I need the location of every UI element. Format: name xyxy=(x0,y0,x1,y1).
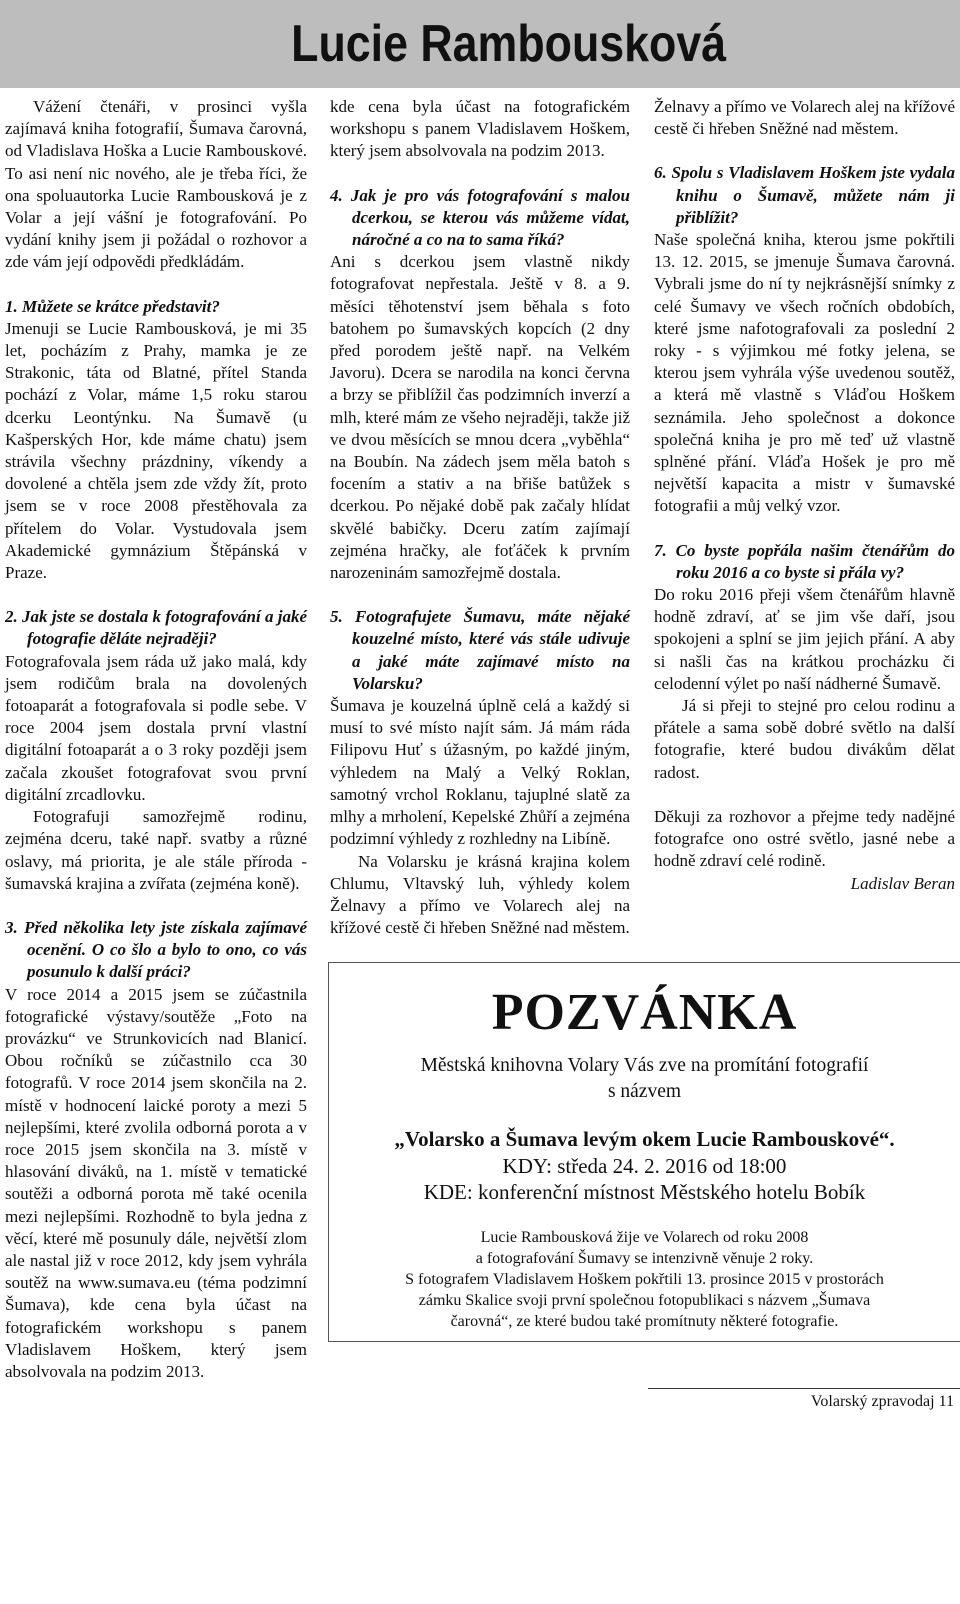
invitation-desc-line-3: S fotografem Vladislavem Hoškem pokřtili 13. prosince 2015 v prostorách xyxy=(405,1271,884,1288)
invitation-desc-line-2: a fotografování Šumavy se intenzivně věnuje 2 roky. xyxy=(475,1250,814,1267)
column-2 xyxy=(330,96,630,938)
answer-7a: Do roku 2016 přeji všem čtenářům hlavně hodně zdraví, ať se jim vše daří, jsou spokojeni a splní se jim jejich přání. A aby si našli čas na krátkou procházku či celodenní výlet po naší nádherné Šumavě. xyxy=(654,585,955,693)
answer-2a: Fotografovala jsem ráda už jako malá, kdy jsem rodičům brala na dovolených fotoaparát a fotografovala si podle sebe. V roce 2004 jsem dostala první vlastní digitální fotoaparát a o 3 roky později jsem začala zkoušet fotografovat svou první digitální zrcadlovku. xyxy=(5,651,307,804)
invitation-title: „Volarsko a Šumava levým okem Lucie Rambouskové“. xyxy=(394,1127,895,1151)
thanks-paragraph: Děkuji za rozhovor a přejme tedy nadějné fotografce ono ostré světlo, jasné nebe a hodně zdraví celé rodině. xyxy=(654,806,955,871)
author-signature: Ladislav Beran xyxy=(850,873,955,893)
footer-rule xyxy=(648,1388,960,1389)
question-5: 5. Fotografujete Šumavu, máte nějaké kouzelné místo, které vás stále udivuje a jaké máte zajímavé místo na Volarsku? xyxy=(330,607,630,693)
answer-6: Naše společná kniha, kterou jsme pokřtili 13. 12. 2015, se jmenuje Šumava čarovná. Vybrali jsme do ní ty nejkrásnější snímky z celé Šumavy ve všech ročních obdobích, které jsme nafotografovali za poslední 2 roky - s výjimkou mé fotky jelena, se kterou jsem vyhrála výše uvedenou soutěž, a která mě vlastně s Vláďou Hoškem seznámila. Jeho společnost a dokonce společná kniha je pro mě teď už vlastně splněné přání. Vláďa Hošek je pro mě největší kapacita a mistr v šumavské fotografii a můj velký vzor. xyxy=(654,230,955,516)
answer-3: V roce 2014 a 2015 jsem se zúčastnila fotografické výstavy/soutěže „Foto na provázku“ ve Strunkovicích nad Blanicí. Obou ročníků se zúčastnilo cca 30 fotografů. V roce 2014 jsem skončila na 2. místě v hodnocení laické poroty a mezi 5 nejlepšími, které zvolila odborná porota a v roce 2015 jsem skončila na 3. místě v hlasování diváků, na 1. místě v tematické soutěži a odborná porota mě také ocenila mezi nejlepšími. Rozhodně to byla jedna z věcí, které mě posunuly dále, největší zlom ale nastal již v roce 2012, kdy jsem vyhrála soutěž na www.sumava.eu (téma podzimní Šumava), kde cena byla účast na fotografickém workshopu s panem Vladislavem Hoškem, který jsem absolvovala na podzim 2013. xyxy=(5,984,307,1381)
question-1: 1. Můžete se krátce představit? xyxy=(5,296,220,316)
answer-4: Ani s dcerkou jsem vlastně nikdy fotografovat nepřestala. Ještě v 8. a 9. měsíci těhotenství jsem běhala s foto batohem po šumavských kopcích (2 dny před porodem ještě např. na Velkém Javoru). Dcera se narodila na konci června a brzy se přiblížil čas podzimních inverzí a mlh, které mám ze všeho nejraději, takže již ve dvou měsících se mnou dcera „vyběhla“ na Boubín. Na zádech jsem měla batoh s focením a stativ a na břiše batůžek s dcerkou. Po nějaké době pak začaly hlídat skvělé babičky. Dceru zatím zajímají zejména hračky, ale foťáček k prvním narozeninám samozřejmě dostala. xyxy=(330,252,630,583)
footer-label: Volarský zpravodaj 11 xyxy=(810,1393,954,1410)
invitation-lead-line-1: Městská knihovna Volary Vás zve na promítání fotografií xyxy=(420,1055,869,1076)
answer-3-continued: kde cena byla účast na fotografickém workshopu s panem Vladislavem Hoškem, který jsem absolvovala na podzim 2013. xyxy=(330,97,630,161)
answer-5b-continued: Želnavy a přímo ve Volarech alej na křížové cestě či hřeben Sněžné nad městem. xyxy=(654,97,956,139)
answer-5b: Na Volarsku je krásná krajina kolem Chlumu, Vltavský luh, výhledy kolem Želnavy a přímo ve Volarech alej na křížové cestě či hřeben Sněžné nad městem. xyxy=(330,851,630,938)
question-2: 2. Jak jste se dostala k fotografování a jaké fotografie děláte nejraději? xyxy=(5,607,307,649)
page-title: Lucie Rambousková xyxy=(291,15,727,73)
intro-paragraph: Vážení čtenáři, v prosinci vyšla zajímavá kniha fotografií, Šumava čarovná, od Vladislava Hoška a Lucie Rambouskové. To asi není nic nového, ale je třeba říci, že ona spoluautorka Lucie Rambousková je z Volar a její vášní je fotografování. Po vydání knihy jsem ji požádal o rozhovor a zde vám její odpovědi předkládám. xyxy=(5,97,307,272)
invitation-where: KDE: konferenční místnost Městského hotelu Bobík xyxy=(423,1180,866,1204)
invitation-when: KDY: středa 24. 2. 2016 od 18:00 xyxy=(502,1154,787,1178)
invitation-desc-line-1: Lucie Rambousková žije ve Volarech od roku 2008 xyxy=(480,1229,809,1246)
invitation-desc-line-4: zámku Skalice svoji první společnou fotopublikaci s názvem „Šumava xyxy=(418,1292,871,1309)
question-6: 6. Spolu s Vladislavem Hoškem jste vydala knihu o Šumavě, můžete nám ji přiblížit? xyxy=(654,163,955,227)
column-1 xyxy=(5,96,307,1604)
invitation-heading: POZVÁNKA xyxy=(491,984,798,1041)
invitation-desc-line-5: čarovná“, ze které budou také promítnuty některé fotografie. xyxy=(450,1313,839,1330)
invitation-description xyxy=(329,1227,960,1332)
column-3 xyxy=(654,96,955,895)
answer-2b: Fotografuji samozřejmě rodinu, zejména dceru, také např. svatby a různé oslavy, má priorita, je ale stále příroda - šumavská krajina a zvířata (zejména koně). xyxy=(5,807,307,893)
question-7: 7. Co byste popřála našim čtenářům do roku 2016 a co byste si přála vy? xyxy=(654,540,955,582)
question-3: 3. Před několika lety jste získala zajímavé ocenění. O co šlo a bylo to ono, co vás posunulo k další práci? xyxy=(5,917,307,982)
invitation-lead xyxy=(329,1053,960,1105)
invitation-box xyxy=(328,962,960,1342)
invitation-lead-line-2: s názvem xyxy=(607,1081,682,1102)
answer-5a: Šumava je kouzelná úplně celá a každý si musí to své místo najít sám. Já mám ráda Filipovu Huť s úžasným, po každé jiným, výhledem na Malý a Velký Roklan, samotný vrchol Roklanu, tajuplné slatě za mlhy a mrholení, Kepelské Zhůří a zejména podzimní výhledy z rozhledny na Libíně. xyxy=(330,696,630,849)
question-4: 4. Jak je pro vás fotografování s malou dcerkou, se kterou vás můžeme vídat, náročné a co na to sama říká? xyxy=(330,185,630,250)
answer-7b: Já si přeji to stejné pro celou rodinu a přátele a sama sobě dobré světlo na další fotografie, které budou divákům dělat radost. xyxy=(654,696,955,782)
answer-1: Jmenuji se Lucie Rambousková, je mi 35 let, pocházím z Prahy, mamka je ze Strakonic, táta od Blatné, přítel Standa pochází z Volar, máme 1,5 roku starou dcerku Leontýnku. Na Šumavě (u Kašperských Hor, kde máme chatu) jsem strávila všechny prázdniny, víkendy a dovolené a chtěla jsem zde vždy žít, proto jsem se v roce 2008 přestěhovala za přítelem do Volar. Vystudovala jsem Akademické gymnázium Štěpánská v Praze. xyxy=(5,318,307,583)
